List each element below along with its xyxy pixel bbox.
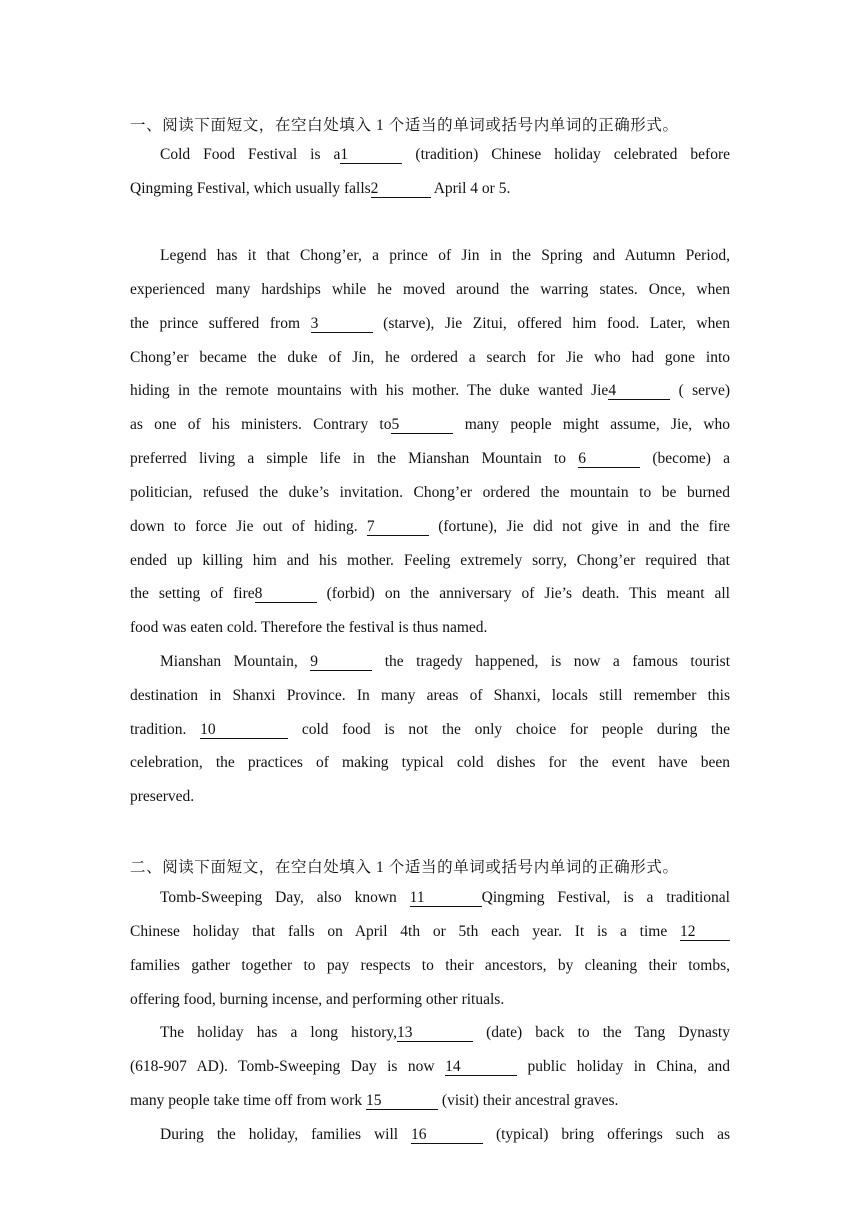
- blank-8[interactable]: 8: [255, 586, 317, 603]
- blank-5[interactable]: 5: [391, 417, 453, 434]
- s2-line-4: offering food, burning incense, and performing other rituals.: [130, 991, 505, 1008]
- blank-2[interactable]: 2: [371, 181, 431, 198]
- blank-15[interactable]: 15: [366, 1093, 438, 1110]
- blank-7[interactable]: 7: [367, 519, 429, 536]
- s1-line-2: Qingming Festival, which usually falls2 April 4 or 5.: [130, 180, 511, 197]
- s2-line-8: During the holiday, families will 16 (typical) bring offerings such as: [160, 1126, 730, 1143]
- s2-line-7: many people take time off from work 15 (visit) their ancestral graves.: [130, 1092, 619, 1109]
- s2-line-3: families gather together to pay respects to their ancestors, by cleaning their tombs,: [130, 957, 730, 974]
- s1-line-18: celebration, the practices of making typical cold dishes for the event have been: [130, 754, 730, 771]
- blank-12[interactable]: 12: [680, 924, 730, 941]
- blank-14[interactable]: 14: [445, 1059, 517, 1076]
- blank-6[interactable]: 6: [578, 451, 640, 468]
- blank-11[interactable]: 11: [410, 890, 482, 907]
- blank-16[interactable]: 16: [411, 1127, 483, 1144]
- s2-line-1: Tomb-Sweeping Day, also known 11 Qingming Festival, is a traditional: [160, 889, 730, 906]
- s1-line-17: tradition. 10 cold food is not the only choice for people during the: [130, 721, 730, 738]
- blank-9[interactable]: 9: [310, 654, 372, 671]
- blank-4[interactable]: 4: [608, 383, 670, 400]
- section1-heading: 一、阅读下面短文，在空白处填入 1 个适当的单词或括号内单词的正确形式。: [130, 117, 679, 134]
- blank-10[interactable]: 10: [200, 722, 288, 739]
- s1-line-9: preferred living a simple life in the Mianshan Mountain to 6 (become) a: [130, 450, 730, 467]
- s1-line-16: destination in Shanxi Province. In many areas of Shanxi, locals still remember this: [130, 687, 730, 704]
- s1-line-3: Legend has it that Chong’er, a prince of Jin in the Spring and Autumn Period,: [160, 247, 730, 264]
- s1-line-13: the setting of fire8 (forbid) on the anniversary of Jie’s death. This meant all: [130, 585, 730, 602]
- s2-line-2: Chinese holiday that falls on April 4th or 5th each year. It is a time 12: [130, 922, 730, 942]
- blank-13[interactable]: 13: [397, 1025, 473, 1042]
- s1-line-1: Cold Food Festival is a1 (tradition) Chinese holiday celebrated before: [160, 146, 730, 163]
- s1-line-11: down to force Jie out of hiding. 7 (fortune), Jie did not give in and the fire: [130, 518, 730, 535]
- blank-3[interactable]: 3: [311, 316, 373, 333]
- s1-line-6: Chong’er became the duke of Jin, he ordered a search for Jie who had gone into: [130, 349, 730, 366]
- s1-line-12: ended up killing him and his mother. Feeling extremely sorry, Chong’er required that: [130, 552, 730, 569]
- s1-line-8: as one of his ministers. Contrary to5 many people might assume, Jie, who: [130, 416, 730, 433]
- s2-line-5: The holiday has a long history,13 (date) back to the Tang Dynasty: [160, 1024, 730, 1041]
- s1-line-15: Mianshan Mountain, 9 the tragedy happened, is now a famous tourist: [160, 653, 730, 670]
- blank-1[interactable]: 1: [340, 147, 402, 164]
- s1-line-14: food was eaten cold. Therefore the festival is thus named.: [130, 619, 488, 636]
- s1-line-4: experienced many hardships while he moved around the warring states. Once, when: [130, 281, 730, 298]
- s1-line-5: the prince suffered from 3 (starve), Jie Zitui, offered him food. Later, when: [130, 315, 731, 332]
- s1-line-19: preserved.: [130, 788, 195, 805]
- s2-line-6: (618-907 AD). Tomb-Sweeping Day is now 14 public holiday in China, and: [130, 1058, 731, 1075]
- s1-line-10: politician, refused the duke’s invitation. Chong’er ordered the mountain to be burned: [130, 484, 730, 501]
- section2-heading: 二、阅读下面短文，在空白处填入 1 个适当的单词或括号内单词的正确形式。: [130, 859, 679, 876]
- s1-line-7: hiding in the remote mountains with his mother. The duke wanted Jie4 ( serve): [130, 382, 730, 399]
